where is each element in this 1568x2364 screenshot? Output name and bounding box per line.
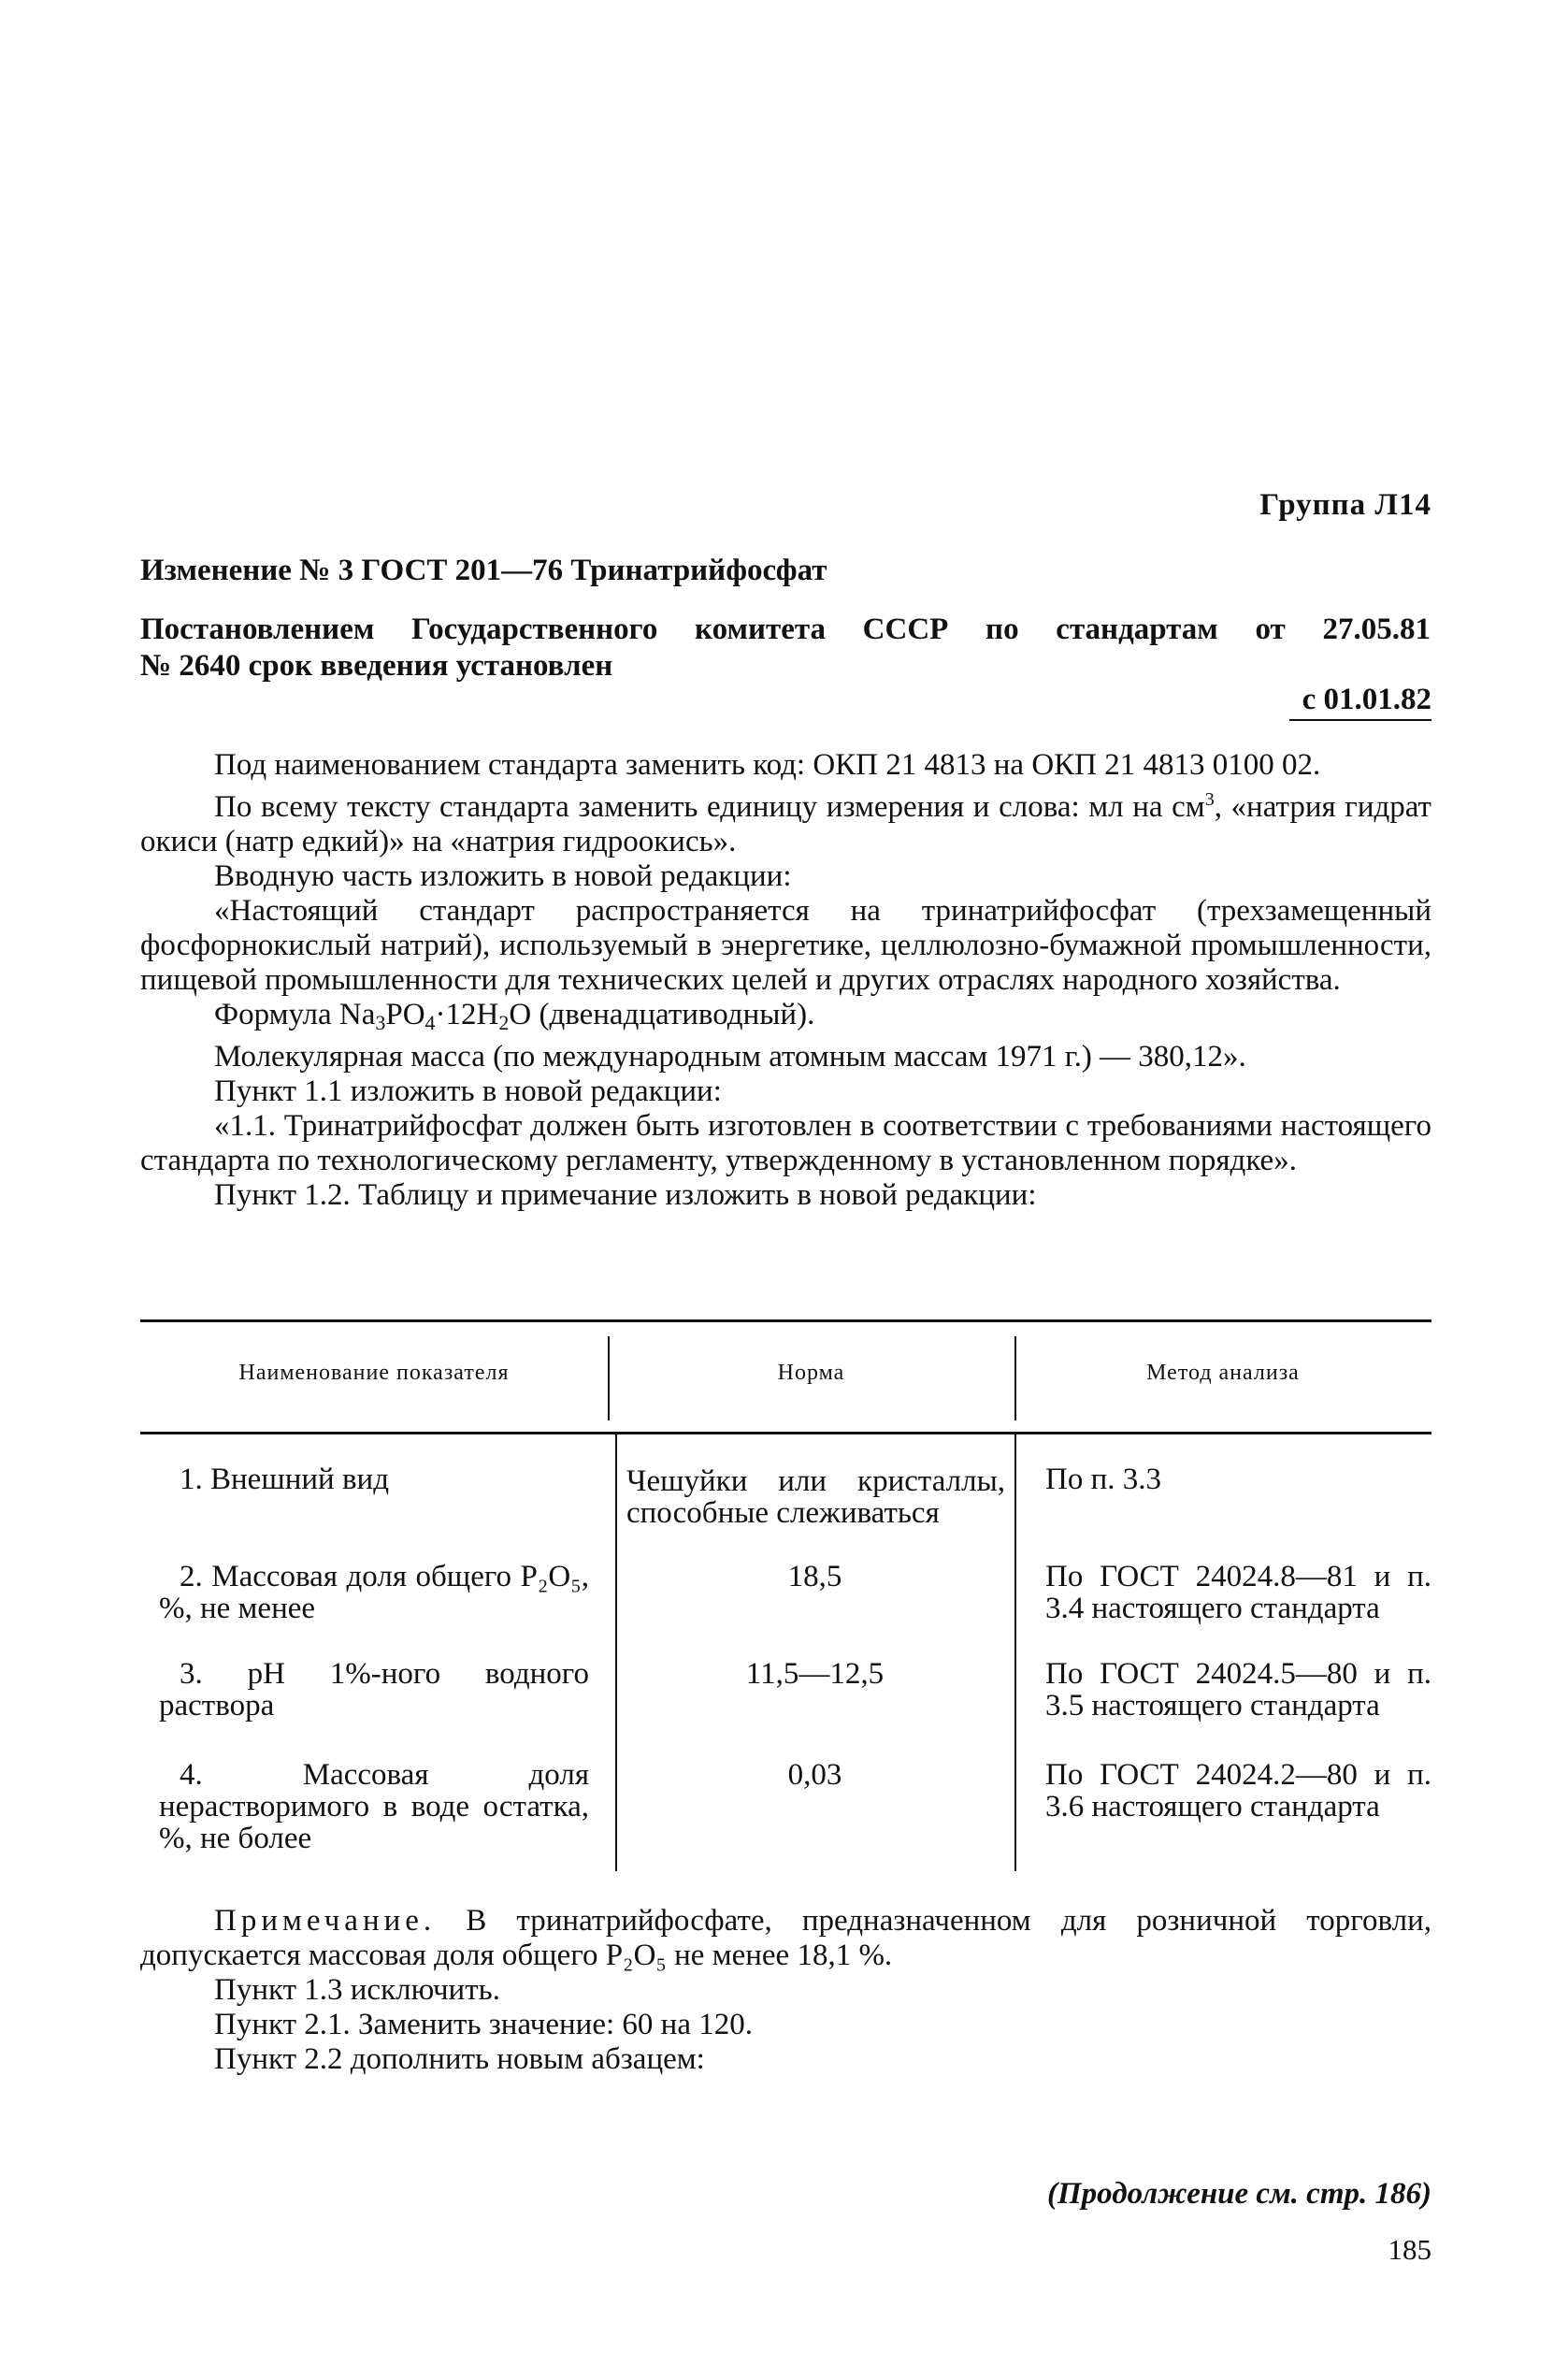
paragraph-clause-1-3: Пункт 1.3 исключить. <box>214 1973 500 2007</box>
row-2-name: 2. Массовая доля общего P₂O₅, %, не менее <box>159 1560 589 1625</box>
body-divider-1 <box>615 1434 617 1871</box>
notes-block <box>140 1904 1431 2077</box>
paragraph-intro-heading: Вводную часть изложить в новой редакции: <box>214 859 792 893</box>
row-2-norm: 18,5 <box>787 1560 842 1593</box>
row-1-method: По п. 3.3 <box>1045 1463 1161 1496</box>
row-4-name: 4. Массовая доля нерастворимого в воде остатка, %, не более <box>159 1758 589 1855</box>
row-3-norm: 11,5—12,5 <box>745 1657 885 1691</box>
table-top-rule <box>140 1319 1431 1322</box>
row-2-method: По ГОСТ 24024.8—81 и п. 3.4 настоящего стандарта <box>1045 1560 1431 1625</box>
row-3-method: По ГОСТ 24024.5—80 и п. 3.5 настоящего стандарта <box>1045 1657 1431 1723</box>
header-norm: Норма <box>777 1361 845 1385</box>
paragraph-clause-1-1: «1.1. Тринатрийфосфат должен быть изготовлен в соответствии с требованиями настоящего стандарта по технологическому регламенту, утвержденному в установленном порядке». <box>140 1109 1431 1177</box>
table-note: Примечание. В тринатрийфосфате, предназначенном для розничной торговли, допускается массовая доля общего P₂O₅ не менее 18,1 %. <box>140 1904 1431 1972</box>
paragraph-clause-2-1: Пункт 2.1. Заменить значение: 60 на 120. <box>214 2008 753 2041</box>
amendment-title: Изменение № 3 ГОСТ 201—76 Тринатрийфосфат <box>140 554 827 587</box>
row-1-norm: Чешуйки или кристаллы, способные слеживаться <box>626 1464 1005 1530</box>
paragraph-clause-1-1-heading: Пункт 1.1 изложить в новой редакции: <box>214 1074 722 1108</box>
group-code: Группа Л14 <box>1259 488 1431 522</box>
continuation-note: (Продолжение см. стр. 186) <box>1047 2177 1431 2211</box>
paragraph-clause-2-2: Пункт 2.2 дополнить новым абзацем: <box>214 2042 705 2076</box>
table-header-rule <box>140 1432 1431 1434</box>
header-indicator: Наименование показателя <box>238 1361 510 1385</box>
body-divider-2 <box>1014 1434 1016 1871</box>
paragraph-clause-1-2: Пункт 1.2. Таблицу и примечание изложить в новой редакции: <box>214 1178 1037 1212</box>
paragraph-scope: «Настоящий стандарт распространяется на тринатрийфосфат (трехзамещенный фосфорнокислый натрий), используемый в энергетике, целлюлозно-бумажной промышленности, пищевой промышленности для технических целей и других отраслях народного хозяйства. <box>140 894 1431 997</box>
row-4-norm: 0,03 <box>787 1758 842 1792</box>
paragraph-units: По всему тексту стандарта заменить единицу измерения и слова: мл на $см^3$, «натрия гидрат окиси (натр едкий)» на «натрия гидроокись». <box>140 789 1431 858</box>
paragraph-formula: Формула $Na_3PO_4\cdot 12H_2O$ (двенадцативодный). <box>214 998 815 1034</box>
page-number: 185 <box>1388 2233 1431 2266</box>
paragraph-molar-mass: Молекулярная масса (по международным атомным массам 1971 г.) — 380,12». <box>214 1040 1246 1074</box>
decree-line-2: № 2640 срок введения установлен <box>140 649 613 683</box>
effective-date: с 01.01.82 <box>1289 683 1431 721</box>
header-method: Метод анализа <box>1146 1361 1300 1385</box>
decree-line-1: Постановлением Государственного комитета СССР по стандартам от 27.05.81 <box>140 613 1431 646</box>
row-3-name: 3. pH 1%-ного водного раствора <box>159 1657 589 1723</box>
row-1-name: 1. Внешний вид <box>180 1463 389 1496</box>
row-4-method: По ГОСТ 24024.2—80 и п. 3.6 настоящего стандарта <box>1045 1758 1431 1823</box>
body-text <box>140 748 1431 1213</box>
paragraph-okp-code: Под наименованием стандарта заменить код: ОКП 21 4813 на ОКП 21 4813 0100 02. <box>214 748 1321 782</box>
